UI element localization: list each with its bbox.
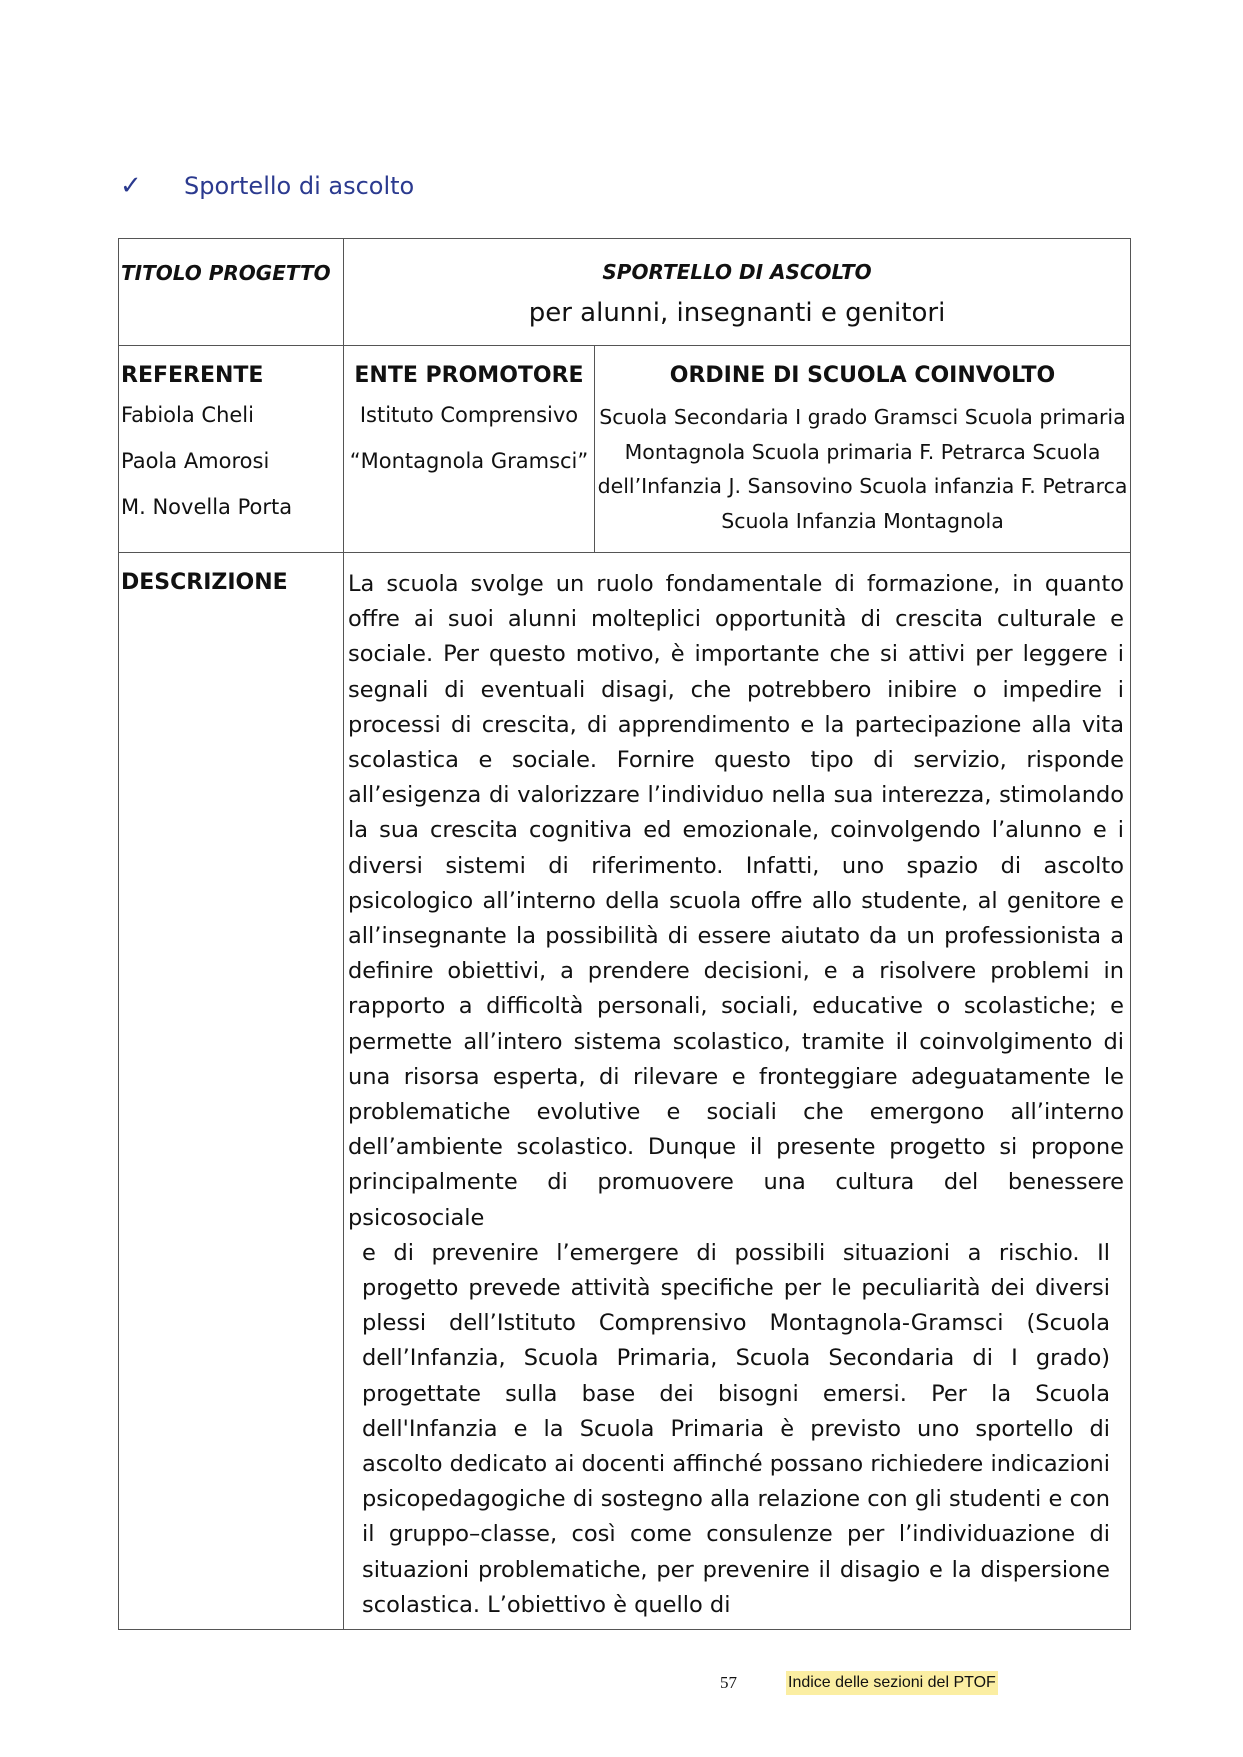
section-heading (120, 166, 414, 206)
ptof-index-link[interactable]: Indice delle sezioni del PTOF (786, 1671, 998, 1695)
titolo-value-cell (344, 239, 1131, 346)
referente-name: Paola Amorosi (121, 449, 270, 473)
ordine-label: ORDINE DI SCUOLA COINVOLTO (669, 363, 1056, 388)
section-title: Sportello di ascolto (184, 172, 415, 200)
description-text (344, 553, 1130, 1629)
ente-line: Istituto Comprensivo (359, 403, 579, 427)
description-paragraph: La scuola svolge un ruolo fondamentale di formazione, in quanto offre ai suoi alunni molteplici opportunità di crescita culturale e sociale. Per questo motivo, è importante che si attivi per leggere i segnali di eventuali disagi, che potrebbero inibire o impedire i processi di crescita, di apprendimento e la partecipazione alla vita scolastica e sociale. Fornire questo tipo di servizio, risponde all’esigenza di valorizzare l’individuo nella sua interezza, stimolando la sua crescita cognitiva ed emozionale, coinvolgendo l’alunno e i diversi sistemi di riferimento. Infatti, uno spazio di ascolto psicologico all’interno della scuola offre allo studente, al genitore e all’insegnante la possibilità di essere aiutato da un professionista a definire obiettivi, a prendere decisioni, e a risolvere problemi in rapporto a difficoltà personali, sociali, educative o scolastiche; e permette all’intero sistema scolastico, tramite il coinvolgimento di una risorsa esperta, di rilevare e fronteggiare adeguatamente le problematiche evolutive e sociali che emergono all’interno dell’ambiente scolastico. Dunque il presente progetto si propone principalmente di promuovere una cultura del benessere psicosociale (348, 571, 1125, 1231)
info-row (119, 346, 1131, 553)
titolo-label-cell (119, 239, 344, 346)
project-title: SPORTELLO DI ASCOLTO (602, 260, 872, 284)
description-paragraph: e di prevenire l’emergere di possibili situazioni a rischio. Il progetto prevede attività specifiche per le peculiarità dei diversi plessi dell’Istituto Comprensivo Montagnola-Gramsci (Scuola dell’Infanzia, Scuola Primaria, Scuola Secondaria di I grado) progettate sulla base dei bisogni emersi. Per la Scuola dell'Infanzia e la Scuola Primaria è previsto uno sportello di ascolto dedicato ai docenti affinché possano richiedere indicazioni psicopedagogiche di sostegno alla relazione con gli studenti e con il gruppo–classe, così come consulenze per l’individuazione di situazioni problematiche, per prevenire il disagio e la dispersione scolastica. L’obiettivo è quello di (362, 1239, 1111, 1618)
descrizione-text-cell (344, 553, 1131, 1630)
page-number: 57 (720, 1673, 737, 1692)
referente-cell (119, 346, 344, 553)
referente-name: Fabiola Cheli (121, 403, 254, 427)
referenti-list (119, 392, 343, 544)
titolo-label: TITOLO PROGETTO (121, 261, 331, 285)
description-row (119, 553, 1131, 1630)
referente-label: REFERENTE (121, 363, 264, 388)
descrizione-label: DESCRIZIONE (121, 570, 288, 595)
checkmark-icon: ✓ (120, 171, 142, 201)
ente-line: “Montagnola Gramsci” (349, 449, 589, 473)
ordine-value: Scuola Secondaria I grado Gramsci Scuola primaria Montagnola Scuola primaria F. Petrarca Scuola dell’Infanzia J. Sansovino Scuola infanzia F. Petrarca Scuola Infanzia Montagnola (597, 405, 1128, 533)
descrizione-label-cell (119, 553, 344, 1630)
ordine-cell (595, 346, 1131, 553)
ente-label: ENTE PROMOTORE (354, 363, 584, 388)
referente-name: M. Novella Porta (121, 495, 293, 519)
ente-value (344, 392, 594, 498)
page-footer (0, 1668, 1243, 1698)
title-row (119, 239, 1131, 346)
project-table (118, 238, 1131, 1630)
project-subtitle: per alunni, insegnanti e genitori (528, 298, 946, 328)
ente-cell (344, 346, 595, 553)
